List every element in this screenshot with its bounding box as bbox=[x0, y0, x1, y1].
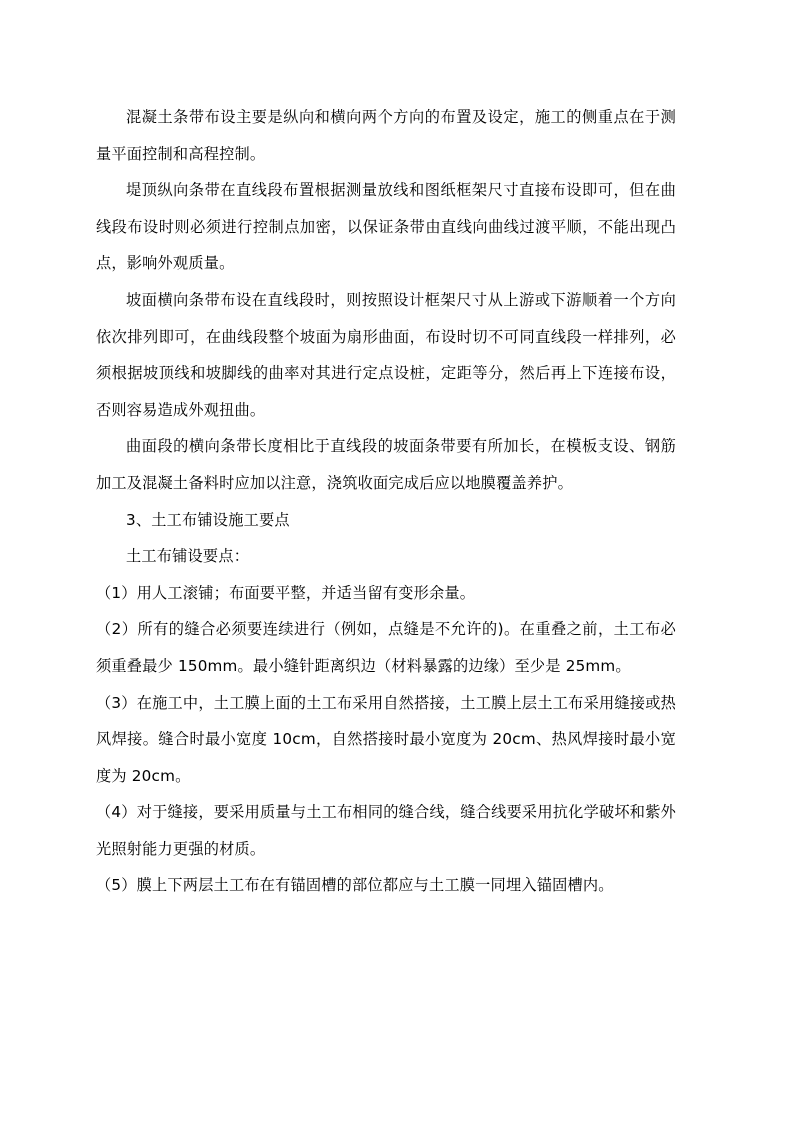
list-item-1: （1）用人工滚铺；布面要平整，并适当留有变形余量。 bbox=[96, 583, 476, 602]
list-item-3: （3）在施工中，土工膜上面的土工布采用自然搭接，土工膜上层土工布采用缝接或热风焊接。缝合时最小宽度 10cm，自然搭接时最小宽度为 20cm、热风焊接时最小宽度为 20cm。 bbox=[96, 693, 676, 785]
list-item-2: （2）所有的缝合必须要连续进行（例如，点缝是不允许的)。在重叠之前，土工布必须重叠最少 150mm。最小缝针距离织边（材料暴露的边缘）至少是 25mm。 bbox=[96, 620, 676, 675]
paragraph-transverse-strips: 坡面横向条带布设在直线段时，则按照设计框架尺寸从上游或下游顺着一个方向依次排列即可，在曲线段整个坡面为扇形曲面，布设时切不可同直线段一样排列，必须根据坡顶线和坡脚线的曲率对其进行定点设桩，定距等分，然后再上下连接布设，否则容易造成外观扭曲。 bbox=[96, 290, 676, 419]
paragraph-curved-segment: 曲面段的横向条带长度相比于直线段的坡面条带要有所加长，在模板支设、钢筋加工及混凝土备料时应加以注意，浇筑收面完成后应以地膜覆盖养护。 bbox=[96, 437, 676, 492]
list-item-5: （5）膜上下两层土工布在有锚固槽的部位都应与土工膜一同埋入锚固槽内。 bbox=[96, 876, 614, 895]
paragraph-longitudinal-strips: 堤顶纵向条带在直线段布置根据测量放线和图纸框架尺寸直接布设即可，但在曲线段布设时则必须进行控制点加密，以保证条带由直线向曲线过渡平顺，不能出现凸点，影响外观质量。 bbox=[96, 181, 676, 273]
list-item-4: （4）对于缝接，要采用质量与土工布相同的缝合线，缝合线要采用抗化学破坏和紫外光照射能力更强的材质。 bbox=[96, 803, 676, 858]
paragraph-geotextile-points-title: 土工布铺设要点： bbox=[126, 547, 250, 566]
paragraph-rebar-strip-intro: 混凝土条带布设主要是纵向和横向两个方向的布置及设定，施工的侧重点在于测量平面控制和高程控制。 bbox=[96, 108, 676, 163]
document-body bbox=[96, 99, 676, 904]
section-heading-geotextile: 3、土工布铺设施工要点 bbox=[126, 510, 290, 529]
